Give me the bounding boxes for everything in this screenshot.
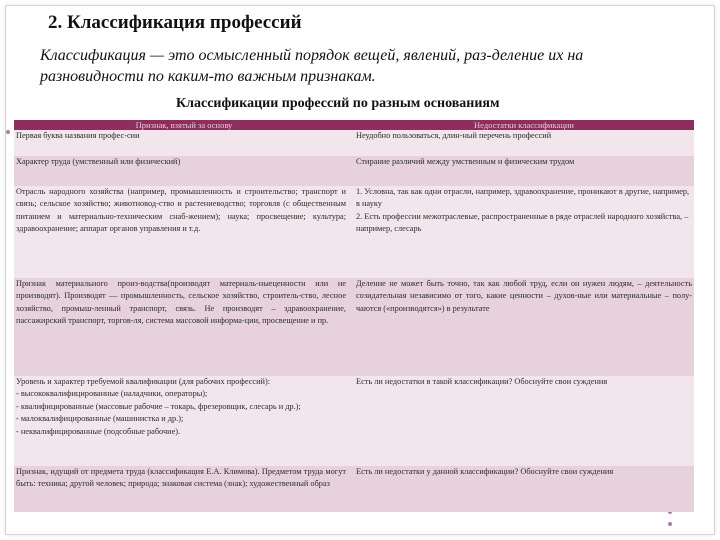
feature-cell: Характер труда (умственный или физический) xyxy=(14,156,354,186)
header-feature: Признак, взятый за основу xyxy=(14,120,354,130)
drawback-cell: Стирание различий между умственным и физическим трудом xyxy=(354,156,694,186)
drawback-cell: Есть ли недостатки в такой классификации? Обоснуйте свои суждения xyxy=(354,376,694,466)
feature-cell: Признак, идущий от предмета труда (классификация Е.А. Климова). Предметом труда могут быть: техника; другой человек; природа; знаковая система (знак); художественный образ xyxy=(14,466,354,512)
drawback-cell: Деление не может быть точно, так как любой труд, если он нужен людям, – деятельность созидательная независимо от того, какие ценности – духов-ные или материальные – полу-чаются («производятся») в результате xyxy=(354,278,694,376)
classification-table xyxy=(14,120,694,512)
feature-cell: Первая буква названия профес-сии xyxy=(14,130,354,156)
corner-dot xyxy=(668,522,672,526)
table-row xyxy=(14,278,694,376)
definition-text: Классификация — это осмысленный порядок вещей, явлений, раз-деление их на разновидности по каким-то важным признакам. xyxy=(40,47,584,85)
table-row xyxy=(14,466,694,512)
drawback-cell: Неудобно пользоваться, длин-ный перечень профессий xyxy=(354,130,694,156)
table-caption: Классификации профессий по разным основаниям xyxy=(176,96,500,111)
table-row xyxy=(14,156,694,186)
corner-dot xyxy=(6,130,10,134)
feature-cell: Уровень и характер требуемой квалификации (для рабочих профессий): - высококвалифицированные (наладчики, операторы); - квалифицированные (массовые рабочие – токарь, фрезеровщик, слесарь и др.); - малоквалифицированные (машинистка и др.); - неквалифицированные (подсобные рабочие). xyxy=(14,376,354,466)
table-row xyxy=(14,130,694,156)
drawback-cell: Есть ли недостатки у данной классификации? Обоснуйте свои суждения xyxy=(354,466,694,512)
header-drawbacks: Недостатки классификации xyxy=(354,120,694,130)
drawback-cell: 1. Условна, так как одни отрасли, например, здравоохранение, проникают в другие, например, в науку 2. Есть профессии межотраслевые, распространенные в ряде отраслей народного хозяйства, – например, слесарь xyxy=(354,186,694,278)
feature-cell: Отрасль народного хозяйства (например, промышленность и строительство; транспорт и связь; сельское хозяйство; животновод-ство и растениеводство; торговля (с общественным питанием и материально-техническим снаб-жением); наука; просвещение; культура; здравоохранение; аппарат органов управления и т.д. xyxy=(14,186,354,278)
table-header-row xyxy=(14,120,694,130)
table-row xyxy=(14,376,694,466)
table-row xyxy=(14,186,694,278)
slide-title: 2. Классификация профессий xyxy=(48,12,302,33)
feature-cell: Признак материального произ-водства(производят материаль-ныеценности или не производят). Производят — промышленность, сельское хозяйство, строитель-ство, лесное хозяйство, промыш-ленный транспорт, связь. Не производят – здравоохранение, пассажирский транспорт, торгов-ля, система массовой информа-ции, просвещение и пр. xyxy=(14,278,354,376)
